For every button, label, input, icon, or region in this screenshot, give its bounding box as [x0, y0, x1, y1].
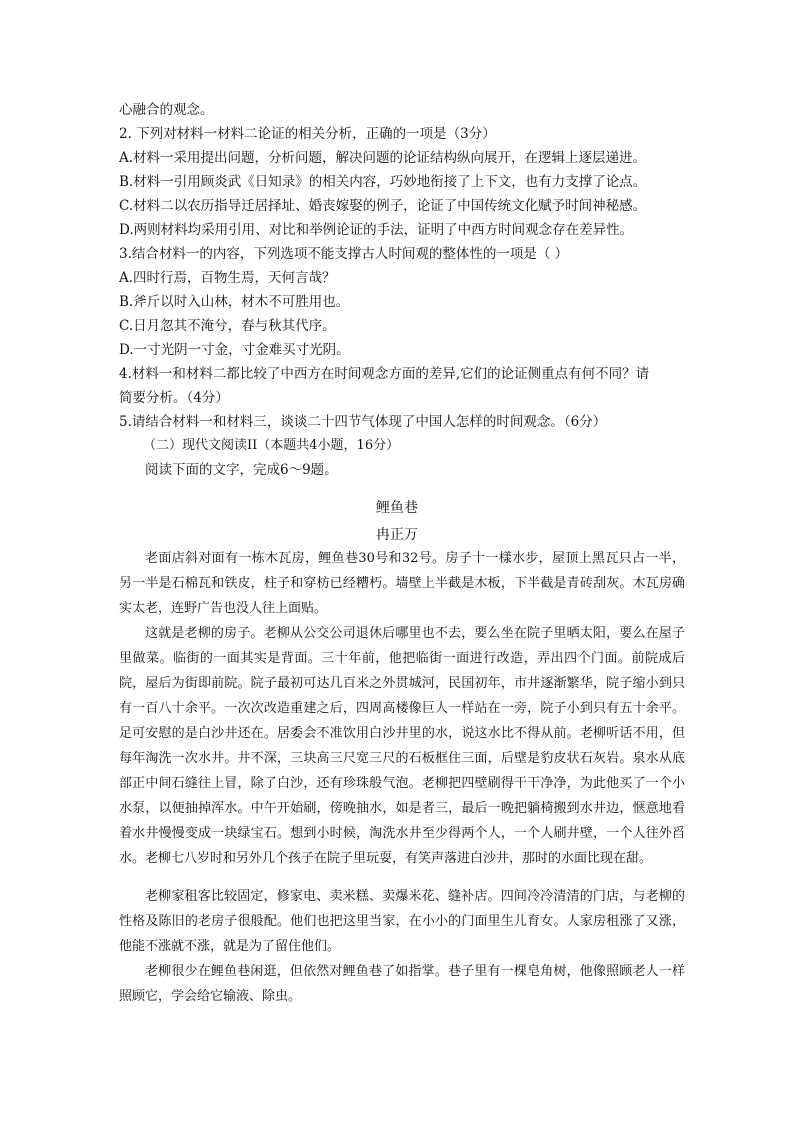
question-2: 2. 下列对材料一材料二论证的相关分析，正确的一项是（3分）	[119, 126, 496, 142]
paragraph: 老面店斜对面有一栋木瓦房，鲤鱼巷30号和32号。房子十一樣水步，屋顶上黑瓦只占一半，另一半是石棉瓦和铁皮，柱子和穿枋已经糟朽。墙壁上半截是木板，下半截是青砖刮灰。木瓦房确实太老，连野广告也没人往上面贴。	[119, 551, 685, 616]
article-author: 冉正万	[376, 527, 418, 543]
option-c: C.材料二以农历指导迁居择址、婚丧嫁娶的例子，论证了中国传统文化赋予时间神秘感。	[119, 198, 647, 214]
question-5: 5.请结合材料一和材料三，谈谈二十四节气体现了中国人怎样的时间观念。（6分）	[119, 414, 607, 430]
option-a: A.四时行焉，百物生焉，天何言哉？	[119, 270, 336, 286]
reading-instruction: 阅读下面的文字，完成6～9题。	[145, 462, 338, 478]
option-a: A.材料一采用提出问题，分析问题，解决问题的论证结构纵向展开，在逻辑上逐层递进。	[119, 150, 647, 166]
question-4-continued: 简要分析。（4分）	[119, 390, 229, 406]
question-4: 4.材料一和材料二都比较了中西方在时间观念方面的差异,它们的论证侧重点有何不同？请	[119, 366, 650, 382]
text-line: 心融合的观念。	[119, 102, 214, 118]
paragraph: 这就是老柳的房子。老柳从公交公司退休后哪里也不去，要么坐在院子里晒太阳，要么在屋子里做菜。临街的一面其实是背面。三十年前，他把临街一面进行改造，弄出四个门面。前院成后院，屋后为街即前院。院子最初可达几百米之外贯城河，民国初年，市井逐渐繁华，院子缩小到只有一百八十余平。一次次改造重建之后，四周高楼像巨人一样站在一旁，院子小到只有五十余平。足可安慰的是白沙井还在。居委会不准饮用白沙井里的水，说这水比不得从前。老柳听话不用，但每年淘洗一次水井。井不深，三块高三尺宽三尺的石板框住三面，后壁是豹皮状石灰岩。泉水从底部正中间石缝往上冒，除了白沙，还有珍珠般气泡。老柳把四壁刷得干干净净，为此他买了一个小水泵，以便抽掉浑水。中午开始刷，傍晚抽水，如是者三，最后一晚把躺椅搬到水井边，惬意地看着水井慢慢变成一块绿宝石。想到小时候，淘洗水井至少得两个人，一个人刷井壁，一个人往外舀水。老柳七八岁时和另外几个孩子在院子里玩耍，有笑声落进白沙井，那时的水面比现在甜。	[119, 626, 685, 866]
paragraph: 老柳家租客比较固定，修家电、卖米糕、卖爆米花、缝补店。四间冷冷清清的门店，与老柳的性格及陈旧的老房子很般配。他们也把这里当家，在小小的门面里生儿育女。人家房租涨了又涨，他能不涨就不涨，就是为了留住他们。	[119, 889, 685, 954]
option-b: B.斧斤以时入山林，材木不可胜用也。	[119, 294, 350, 310]
question-3: 3.结合材料一的内容，下列选项不能支撑古人时间观的整体性的一项是（ ）	[119, 246, 569, 262]
paragraph: 老柳很少在鲤鱼巷闲逛，但依然对鲤鱼巷了如指掌。巷子里有一棵皂角树，他像照顾老人一样照顾它，学会给它输液、除虫。	[119, 964, 685, 1004]
option-d: D.一寸光阴一寸金，寸金难买寸光阴。	[119, 342, 350, 358]
article-title: 鲤鱼巷	[376, 500, 418, 516]
section-heading: （二）现代文阅读II（本题共4小题，16分）	[143, 438, 400, 453]
option-c: C.日月忽其不淹兮，春与秋其代序。	[119, 318, 336, 334]
option-b: B.材料一引用顾炎武《日知录》的相关内容，巧妙地衔接了上下文，也有力支撑了论点。	[119, 174, 647, 190]
option-d: D.两则材料均采用引用、对比和举例论证的手法，证明了中西方时间观念存在差异性。	[119, 222, 634, 238]
